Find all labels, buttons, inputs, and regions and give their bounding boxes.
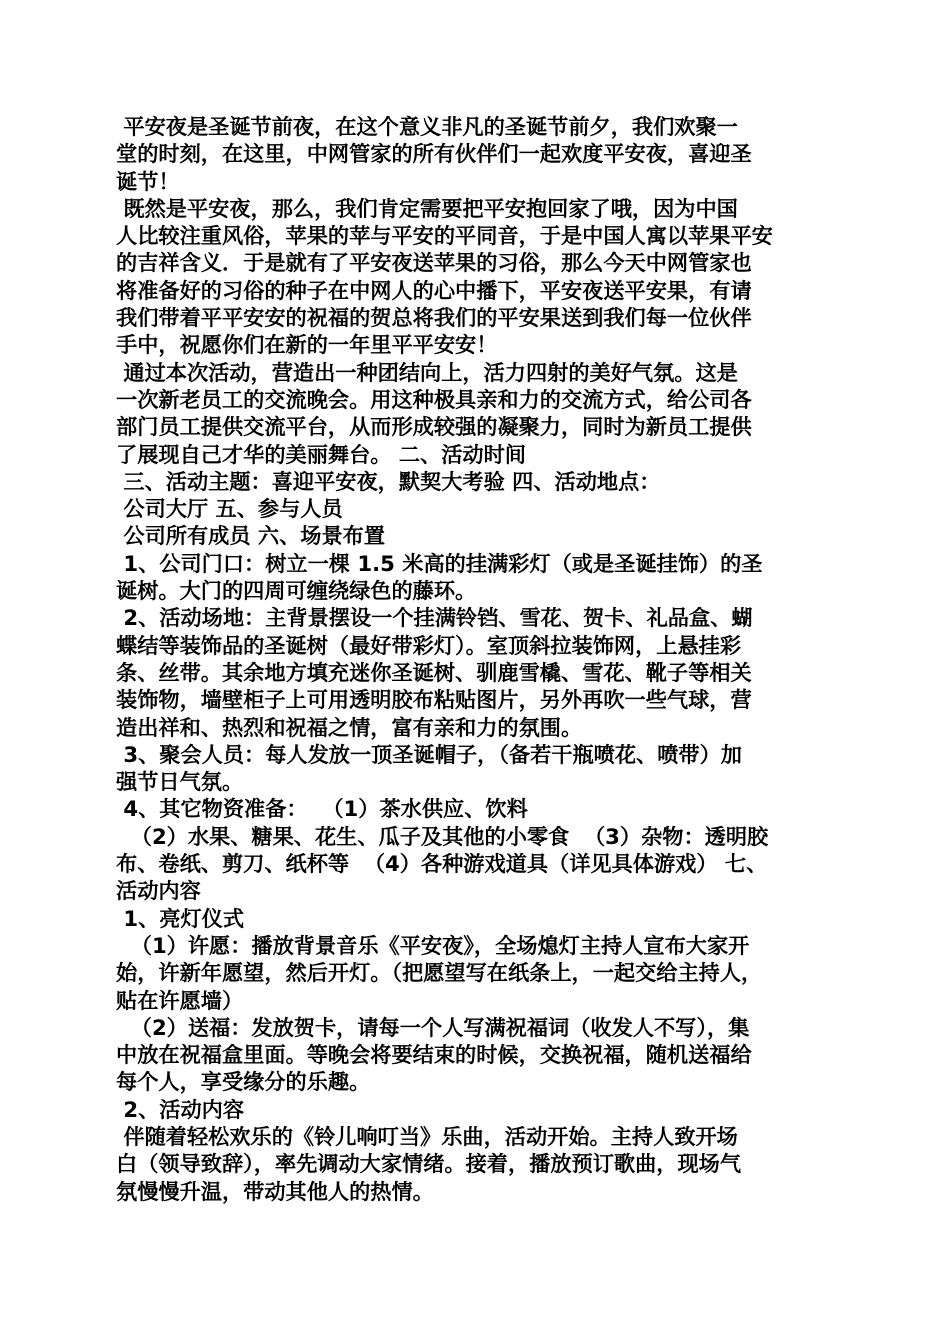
text-line: 1、亮灯仪式 — [116, 905, 245, 931]
text-line: 2、活动内容 — [116, 1096, 245, 1122]
text-line: 强节日气氛。 — [116, 769, 244, 795]
text-line: （2）送福：发放贺卡，请每一个人写满祝福词（收发人不写），集 — [116, 1014, 750, 1040]
text-line: 人比较注重风俗，苹果的苹与平安的平同音，于是中国人寓以苹果平安 — [116, 223, 773, 249]
document-body — [116, 113, 848, 1205]
text-line: 了展现自己才华的美丽舞台。 二、活动时间 — [116, 441, 526, 467]
text-line: 每个人，享受缘分的乐趣。 — [116, 1069, 371, 1095]
text-line: 活动内容 — [116, 878, 201, 904]
text-line: 将准备好的习俗的种子在中网人的心中播下，平安夜送平安果，有请 — [116, 277, 752, 303]
text-line: 的吉祥含义．于是就有了平安夜送苹果的习俗，那么今天中网管家也 — [116, 250, 752, 276]
text-line: 1、公司门口：树立一棵 1.5 米高的挂满彩灯（或是圣诞挂饰）的圣 — [116, 550, 763, 576]
text-line: 诞节！ — [116, 168, 180, 194]
text-line: （2）水果、糖果、花生、瓜子及其他的小零食 （3）杂物：透明胶 — [116, 823, 769, 849]
text-line: 2、活动场地：主背景摆设一个挂满铃铛、雪花、贺卡、礼品盒、蝴 — [116, 605, 753, 631]
text-line: 堂的时刻，在这里，中网管家的所有伙伴们一起欢度平安夜，喜迎圣 — [116, 141, 752, 167]
text-line: 装饰物，墙壁柜子上可用透明胶布粘贴图片，另外再吹一些气球，营 — [116, 687, 752, 713]
text-line: 三、活动主题：喜迎平安夜，默契大考验 四、活动地点： — [116, 468, 661, 494]
text-line: 3、聚会人员：每人发放一顶圣诞帽子，（备若干瓶喷花、喷带）加 — [116, 741, 742, 767]
text-line: 诞树。大门的四周可缠绕绿色的藤环。 — [116, 578, 477, 604]
text-line: 平安夜是圣诞节前夜，在这个意义非凡的圣诞节前夕，我们欢聚一 — [116, 114, 738, 139]
text-line: 我们带着平平安安的祝福的贺总将我们的平安果送到我们每一位伙伴 — [116, 305, 752, 331]
text-line: （1）许愿：播放背景音乐《平安夜》，全场熄灯主持人宣布大家开 — [116, 932, 750, 958]
text-line: 氛慢慢升温，带动其他人的热情。 — [116, 1178, 434, 1204]
text-line: 既然是平安夜，那么，我们肯定需要把平安抱回家了哦，因为中国 — [116, 195, 738, 221]
text-line: 公司所有成员 六、场景布置 — [116, 523, 386, 549]
text-line: 条、丝带。其余地方填充迷你圣诞树、驯鹿雪橇、雪花、靴子等相关 — [116, 659, 752, 685]
text-line: 蝶结等装饰品的圣诞树（最好带彩灯）。室顶斜拉装饰网，上悬挂彩 — [116, 632, 742, 658]
text-line: 4、其它物资准备： （1）茶水供应、饮料 — [116, 796, 528, 822]
text-line: 白（领导致辞），率先调动大家情绪。接着，播放预订歌曲，现场气 — [116, 1151, 742, 1177]
text-line: 通过本次活动，营造出一种团结向上，活力四射的美好气氛。这是 — [116, 359, 738, 385]
text-line: 贴在许愿墙） — [116, 987, 244, 1013]
text-line: 伴随着轻松欢乐的《铃儿响叮当》乐曲，活动开始。主持人致开场 — [116, 1123, 738, 1149]
text-line: 公司大厅 五、参与人员 — [116, 496, 343, 522]
text-line: 部门员工提供交流平台，从而形成较强的凝聚力，同时为新员工提供 — [116, 414, 752, 440]
text-line: 中放在祝福盒里面。等晚会将要结束的时候，交换祝福，随机送福给 — [116, 1042, 752, 1068]
text-line: 布、卷纸、剪刀、纸杯等 （4）各种游戏道具（详见具体游戏） 七、 — [116, 851, 768, 877]
text-line: 手中，祝愿你们在新的一年里平平安安！ — [116, 332, 498, 358]
text-line: 造出祥和、热烈和祝福之情，富有亲和力的氛围。 — [116, 714, 583, 740]
text-line: 一次新老员工的交流晚会。用这种极具亲和力的交流方式，给公司各 — [116, 386, 752, 412]
text-line: 始，许新年愿望，然后开灯。（把愿望写在纸条上，一起交给主持人， — [116, 960, 763, 986]
